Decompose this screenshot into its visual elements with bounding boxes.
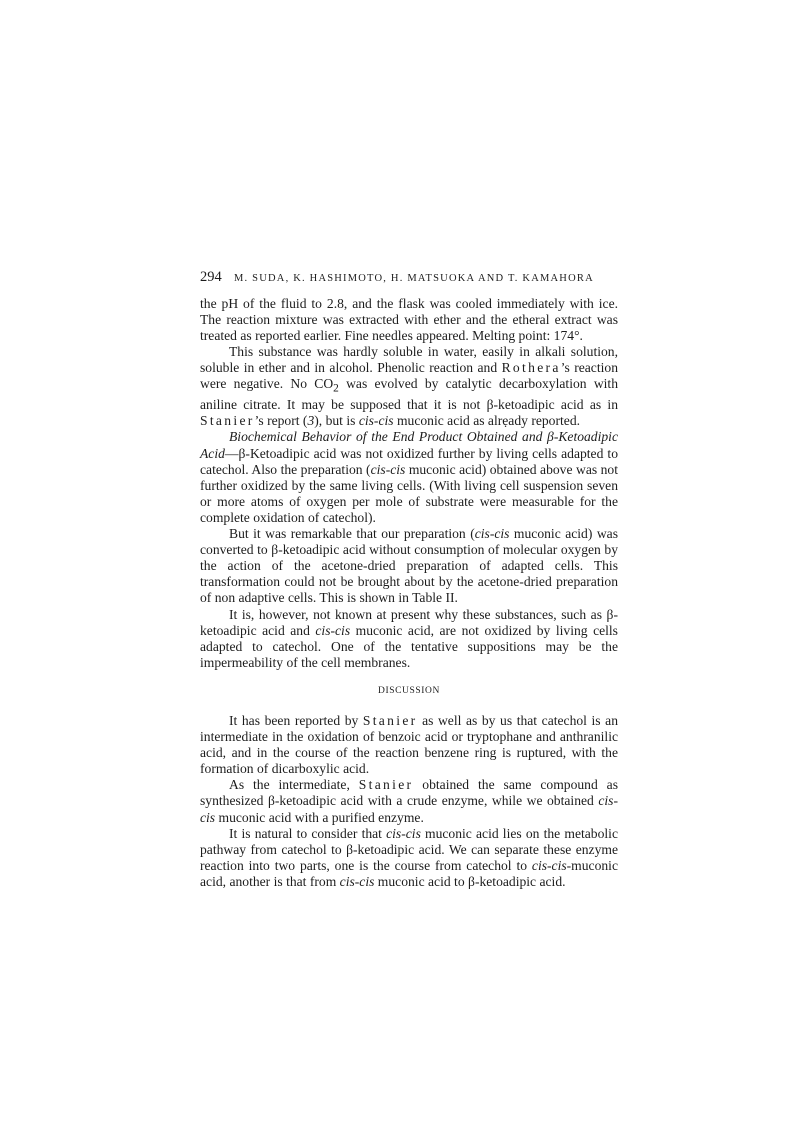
text-run: This substance was hardly soluble in water, easily in alkali solution, soluble in ether and in alcohol. Phenolic reaction and	[200, 344, 618, 376]
body-text	[200, 296, 618, 890]
running-head-authors: M. SUDA, K. HASHIMOTO, H. MATSUOKA AND T. KAMAHORA	[234, 273, 594, 284]
paragraph	[200, 826, 618, 890]
discussion-section	[200, 713, 618, 890]
author-name: Stanier	[200, 413, 255, 429]
text-run: It has been reported by	[229, 712, 363, 728]
text-run: It is natural to consider that	[229, 825, 387, 841]
text-run: was evolved by catalytic decarboxylation with aniline citrate. It may be supposed that it is not β-ketoadipic acid as in	[200, 376, 618, 413]
italic-text: cis-cis	[474, 526, 510, 542]
italic-text: cis-cis	[358, 413, 394, 429]
text-run: muconic acid lies on the metabolic pathway from catechol to β-ketoadipic acid. We can separate these enzyme reaction into two parts, one is the course from catechol to	[200, 825, 618, 873]
text-run: —β-Ketoadipic acid was not oxidized further by living cells adapted to catechol. Also the preparation (	[200, 445, 618, 477]
italic-text: cis-cis	[370, 461, 406, 477]
italic-text: cis-cis	[315, 622, 351, 638]
subscript-text: 2	[333, 383, 339, 396]
italic-text: cis-cis	[200, 793, 618, 825]
text-run: muconic acid, are not oxidized by living cells adapted to catechol. One of the tentative suppositions may be the impermeability of the cell membranes.	[200, 622, 618, 670]
italic-text: 3	[307, 413, 315, 429]
italic-text: cis-cis	[339, 873, 375, 889]
page-number: 294	[200, 269, 222, 285]
running-header	[200, 268, 622, 288]
text-run: ’s reaction were negative. No CO	[200, 360, 618, 392]
paragraph	[200, 344, 618, 429]
author-name: Stanier	[362, 712, 418, 728]
text-run: the pH of the fluid to 2.8, and the flask was cooled immediately with ice. The reaction mixture was extracted with ether and the etheral extract was treated as reported earlier. Fine needles appeared. Melting point: 174°.	[200, 296, 618, 344]
paragraph	[200, 777, 618, 825]
text-run: obtained the same compound as synthesized β-ketoadipic acid with a crude enzyme, while we obtained	[200, 777, 618, 809]
italic-text: cis-cis	[386, 825, 421, 841]
text-run: as well as by us that catechol is an intermediate in the oxidation of benzoic acid or tryptophane and anthranilic acid, and in the course of the reaction benzene ring is ruptured, with the formation of dicarboxylic acid.	[200, 712, 618, 777]
text-run: muconic acid with a purified enzyme.	[215, 809, 424, 825]
italic-text: cis-cis	[531, 857, 567, 873]
text-run: But it was remarkable that our preparation (	[229, 526, 475, 542]
author-name: Stanier	[358, 777, 414, 793]
paragraph	[200, 526, 618, 606]
paragraph	[200, 429, 618, 526]
text-run: muconic acid as alrẹady reported.	[393, 413, 581, 429]
paragraph	[200, 607, 618, 671]
text-run: muconic acid to β-ketoadipic acid.	[374, 873, 566, 889]
text-run: muconic acid) was converted to β-ketoadipic acid without consumption of molecular oxygen by the action of the acetone-dried preparation of adapted cells. This transformation could not be brought about by the acetone-dried preparation of non adaptive cells. This is shown in Table II.	[200, 526, 618, 606]
section-heading-discussion: DISCUSSION	[378, 685, 440, 696]
text-run: ’s report (	[254, 413, 308, 429]
paragraph	[200, 713, 618, 777]
text-run: As the intermediate,	[229, 777, 359, 793]
text-run: It is, however, not known at present why these substances, such as β-ketoadipic acid and	[200, 606, 618, 638]
text-run: -muconic acid, another is that from	[200, 857, 618, 889]
author-name: Rothera	[501, 360, 561, 376]
paragraph	[200, 296, 618, 344]
italic-text: Biochemical Behavior of the End Product Obtained and β-Ketoadipic Acid	[200, 429, 618, 461]
text-run: muconic acid) obtained above was not further oxidized by the same living cells. (With living cell suspension seven or more atoms of oxygen per mole of substrate were measurable for the complete oxidation of catechol).	[200, 461, 618, 525]
text-run: ), but is	[314, 413, 359, 429]
results-section	[200, 296, 618, 671]
